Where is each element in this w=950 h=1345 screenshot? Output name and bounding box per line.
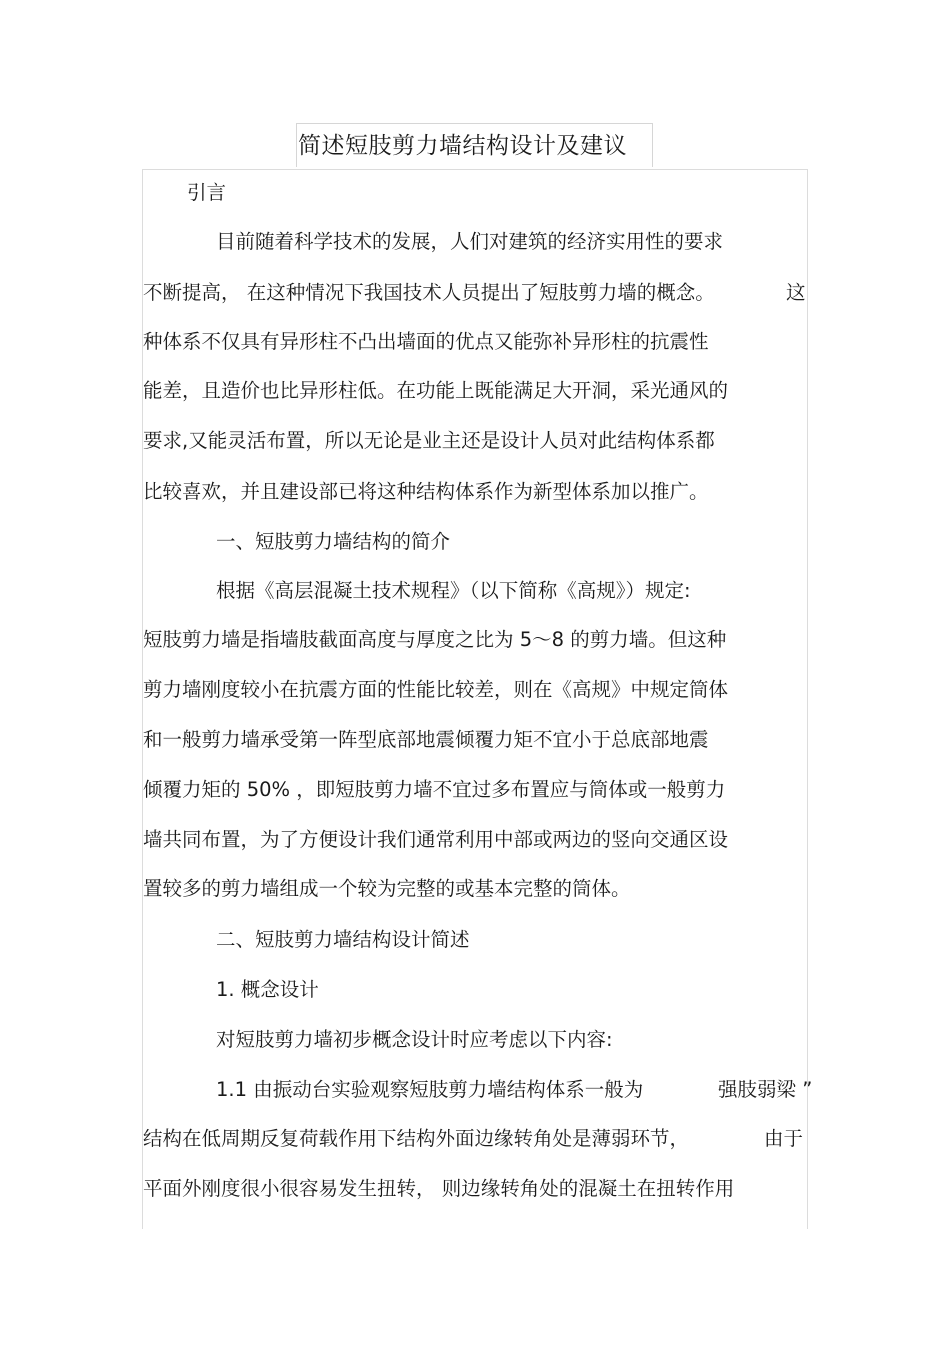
- section-heading-1: 一、短肢剪力墙结构的简介: [216, 530, 451, 553]
- paragraph-line: 墙共同布置，为了方便设计我们通常利用中部或两边的竖向交通区设: [143, 828, 729, 851]
- paragraph-line: 比较喜欢，并且建设部已将这种结构体系作为新型体系加以推广。: [143, 480, 709, 503]
- paragraph-line: 要求,又能灵活布置，所以无论是业主还是设计人员对此结构体系都: [143, 429, 715, 452]
- paragraph-line: 能差，且造价也比异形柱低。在功能上既能满足大开洞，采光通风的: [143, 379, 729, 402]
- paragraph-line: 平面外刚度很小很容易发生扭转， 则边缘转角处的混凝土在扭转作用: [143, 1177, 735, 1200]
- paragraph-line-tail: 由于: [764, 1127, 804, 1150]
- paragraph-line: 置较多的剪力墙组成一个较为完整的或基本完整的筒体。: [143, 877, 631, 900]
- subsection-heading: 1. 概念设计: [216, 978, 319, 1001]
- paragraph-line: 1.1 由振动台实验观察短肢剪力墙结构体系一般为: [216, 1078, 644, 1101]
- section-heading-2: 二、短肢剪力墙结构设计简述: [216, 928, 470, 951]
- intro-heading: 引言: [187, 181, 227, 204]
- paragraph-line: 倾覆力矩的 50% ，即短肢剪力墙不宜过多布置应与筒体或一般剪力: [143, 778, 726, 801]
- paragraph-line: 目前随着科学技术的发展，人们对建筑的经济实用性的要求: [216, 230, 724, 253]
- paragraph-line: 结构在低周期反复荷载作用下结构外面边缘转角处是薄弱环节，: [143, 1127, 690, 1150]
- paragraph-line: 剪力墙刚度较小在抗震方面的性能比较差，则在《高规》中规定筒体: [143, 678, 729, 701]
- paragraph-line: 和一般剪力墙承受第一阵型底部地震倾覆力矩不宜小于总底部地震: [143, 728, 709, 751]
- paragraph-line: 不断提高， 在这种情况下我国技术人员提出了短肢剪力墙的概念。: [143, 281, 715, 304]
- paragraph-line: 根据《高层混凝土技术规程》（以下简称《高规》）规定:: [216, 579, 691, 602]
- paragraph-line-tail: 强肢弱梁 ”: [718, 1078, 813, 1101]
- document-title: 简述短肢剪力墙结构设计及建议: [298, 133, 627, 159]
- paragraph-line: 对短肢剪力墙初步概念设计时应考虑以下内容:: [216, 1028, 613, 1051]
- paragraph-line: 短肢剪力墙是指墙肢截面高度与厚度之比为 5～8 的剪力墙。但这种: [143, 628, 727, 651]
- paragraph-line: 种体系不仅具有异形柱不凸出墙面的优点又能弥补异形柱的抗震性: [143, 330, 709, 353]
- paragraph-line-tail: 这: [786, 281, 806, 304]
